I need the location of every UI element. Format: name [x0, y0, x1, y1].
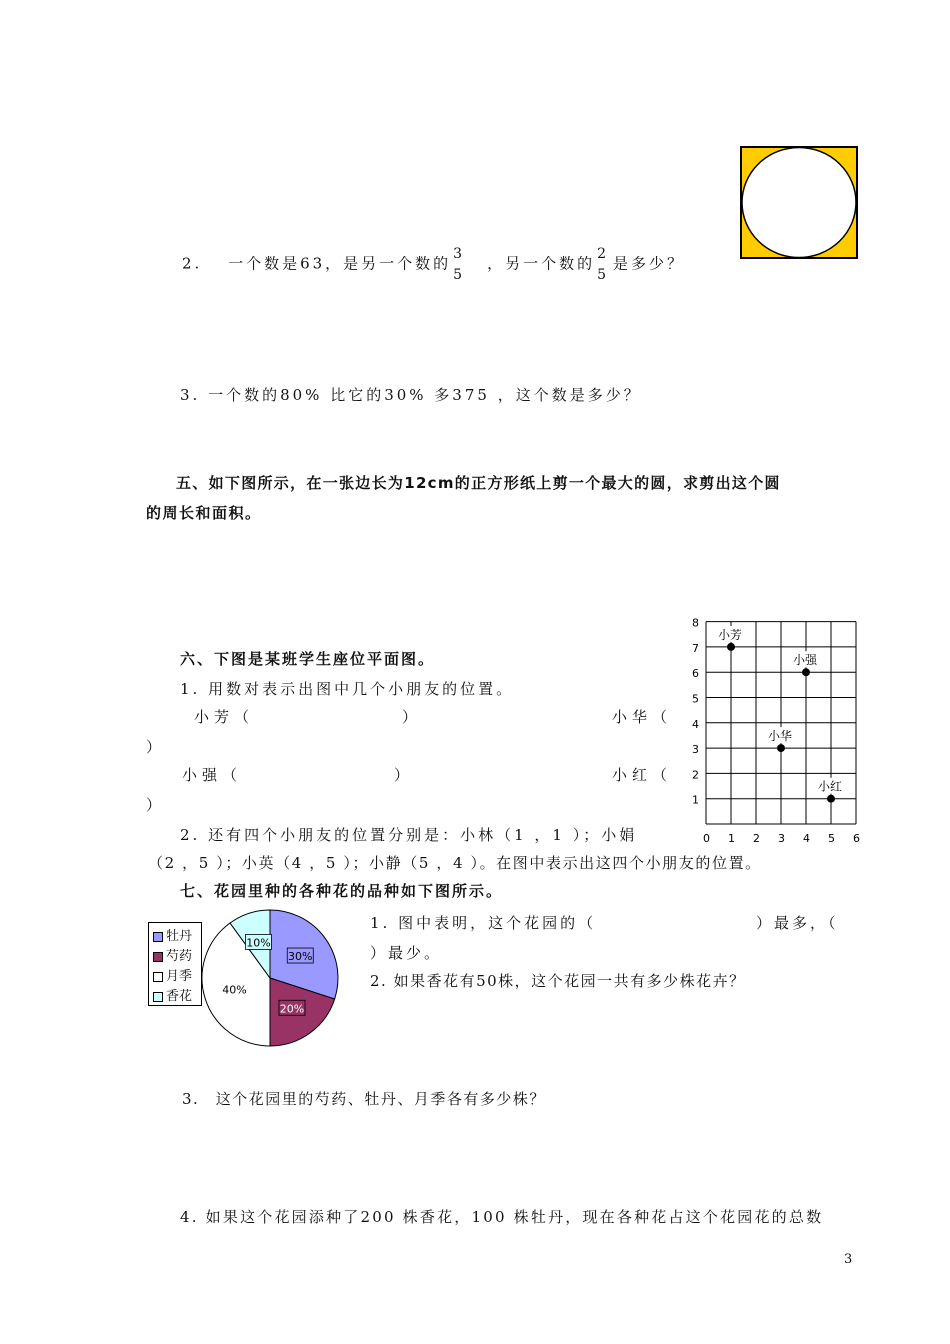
legend-item-yueji: 月季	[153, 965, 192, 984]
pie-legend	[148, 922, 202, 1006]
q6-xiaoqiang-close: ）	[394, 766, 410, 784]
q6-xiaohua-close: ）	[146, 738, 162, 756]
y-tick-label: 6	[692, 667, 699, 681]
seat-grid-chart	[690, 612, 870, 848]
point-label: 小华	[768, 729, 793, 744]
q7-item1-line1: 1. 图中表明，这个花园的（	[370, 914, 597, 932]
legend-swatch	[153, 932, 163, 942]
x-tick-label: 4	[803, 832, 810, 845]
fraction-3-5: $\frac{3}{5}$	[453, 246, 466, 283]
pie-data-label: 20%	[279, 1002, 305, 1016]
legend-swatch	[153, 952, 163, 962]
q6-xiaohong-close: ）	[146, 796, 162, 814]
y-tick-label: 2	[692, 768, 699, 782]
legend-item-shaoyao: 芍药	[153, 945, 192, 964]
q6-xiaohong: 小红（	[612, 766, 673, 784]
pie-data-label: 10%	[246, 936, 271, 950]
q7-item2: 2. 如果香花有50株，这个花园一共有多少株花卉？	[370, 972, 746, 990]
seat-point	[727, 643, 735, 651]
q6-xiaofang: 小芳（	[194, 708, 255, 726]
legend-swatch	[153, 972, 163, 982]
point-label: 小芳	[718, 627, 743, 642]
q5-line1: 五、如下图所示，在一张边长为12cm的正方形纸上剪一个最大的圆，求剪出这个圆	[176, 474, 781, 492]
x-tick-label: 6	[853, 832, 860, 845]
q4-item2	[182, 244, 685, 285]
q7-item1-line2: ）最少。	[370, 944, 443, 962]
legend-item-xianghua: 香花	[153, 985, 192, 1004]
q7-item3: 3. 这个花园里的芍药、牡丹、月季各有多少株？	[182, 1090, 546, 1108]
x-tick-label: 2	[753, 832, 760, 845]
x-tick-label: 0	[703, 832, 710, 845]
y-tick-label: 4	[692, 717, 699, 731]
point-label: 小强	[793, 653, 818, 668]
q6-item1: 1. 用数对表示出图中几个小朋友的位置。	[180, 680, 515, 698]
y-tick-label: 7	[692, 641, 699, 655]
x-tick-label: 1	[728, 832, 735, 845]
y-tick-label: 3	[692, 743, 699, 757]
q6-title: 六、下图是某班学生座位平面图。	[180, 650, 436, 668]
y-tick-label: 5	[692, 692, 699, 706]
q7-item1-close: ）最多，（	[756, 914, 839, 932]
x-tick-label: 3	[778, 832, 785, 845]
q5-line2: 的周长和面积。	[146, 504, 262, 522]
q6-item2-line1: 2. 还有四个小朋友的位置分别是：小林（1 ，1 ）；小娟	[180, 826, 638, 844]
legend-swatch	[153, 992, 163, 1002]
pie-data-label: 40%	[222, 983, 247, 997]
seat-point	[827, 795, 835, 803]
y-tick-label: 1	[692, 793, 699, 807]
square-circle-figure	[740, 146, 858, 259]
page-number: 3	[844, 1252, 853, 1267]
q4-item3: 3. 一个数的80% 比它的30% 多375 ，这个数是多少？	[180, 386, 642, 404]
pie-data-label: 30%	[288, 950, 313, 964]
q4-item2-prefix: 2. 一个数是63，是另一个数的	[182, 254, 452, 273]
q6-xiaofang-close: ）	[402, 708, 418, 726]
point-label: 小红	[818, 779, 843, 794]
q6-item2-line2: （2 ，5 ）；小英（4 ，5 ）；小静（5 ，4 ）。在图中表示出这四个小朋友的位置。	[148, 854, 762, 872]
seat-point	[777, 744, 785, 752]
q4-item2-suffix: 是多少？	[613, 254, 686, 273]
q6-xiaohua: 小华（	[612, 708, 673, 726]
q7-item4: 4. 如果这个花园添种了200 株香花，100 株牡丹，现在各种花占这个花园花的总数	[180, 1208, 824, 1226]
x-tick-label: 5	[828, 832, 835, 845]
fraction-2-5: $\frac{2}{5}$	[597, 246, 610, 283]
flower-pie-chart	[200, 908, 346, 1050]
q7-title: 七、花园里种的各种花的品种如下图所示。	[180, 882, 504, 900]
seat-point	[802, 668, 810, 676]
legend-item-mudan: 牡丹	[153, 925, 192, 944]
q4-item2-mid: ，另一个数的	[487, 254, 596, 273]
q6-xiaoqiang: 小强（	[182, 766, 243, 784]
y-tick-label: 8	[692, 616, 699, 630]
